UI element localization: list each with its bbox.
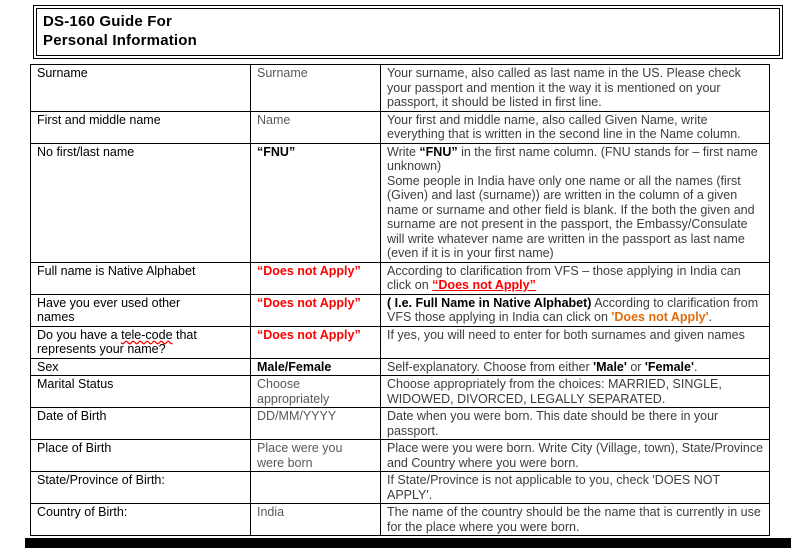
field-cell — [31, 358, 251, 376]
document-title-line-1: DS-160 Guide For — [43, 13, 173, 30]
description-cell — [381, 262, 770, 294]
description-cell — [381, 440, 770, 472]
title-box-inner — [36, 8, 780, 56]
text-segment: in the first name column. (FNU stands for – first name unknown) — [387, 144, 758, 173]
table-row — [31, 111, 770, 143]
text-segment: Marital Status — [37, 377, 114, 391]
field-cell — [31, 262, 251, 294]
text-segment: Place were you were born. Write City (Village, town), State/Province and Country where you were born. — [387, 441, 764, 470]
text-segment: State/Province of Birth: — [37, 473, 165, 487]
field-cell — [31, 326, 251, 358]
guide-table-body — [31, 65, 770, 536]
text-segment: Sex — [37, 359, 59, 374]
description-cell — [381, 472, 770, 504]
text-segment: Name — [257, 112, 291, 127]
field-cell — [31, 440, 251, 472]
table-row — [31, 472, 770, 504]
value-cell — [251, 111, 381, 143]
field-cell — [31, 294, 251, 326]
text-segment: DD/MM/YYYY — [257, 409, 337, 423]
text-segment: According to clarification from VFS – those applying in India can click on — [387, 263, 741, 292]
text-segment: were born — [257, 455, 313, 470]
text-segment: India — [257, 505, 285, 519]
text-segment: “Does not Apply” — [257, 263, 361, 278]
text-segment: Your surname, also called as last name in the US. Please check your passport and mention it the way it is mentioned on your passport, it should be listed in first line. — [387, 66, 741, 109]
text-segment: represents your name? — [37, 342, 166, 356]
value-cell — [251, 376, 381, 408]
title-box — [33, 5, 783, 59]
field-cell — [31, 504, 251, 536]
field-cell — [31, 143, 251, 262]
value-cell — [251, 143, 381, 262]
text-segment: If yes, you will need to enter for both surnames and given names — [387, 327, 745, 342]
text-segment: Self-explanatory. Choose from either — [387, 359, 594, 374]
field-cell — [31, 111, 251, 143]
text-segment: Place were you — [257, 441, 343, 455]
text-segment: “Does not Apply” — [257, 295, 361, 310]
text-segment: tele-code — [121, 327, 173, 342]
value-cell — [251, 326, 381, 358]
text-segment: Choose appropriately from the choices: MARRIED, SINGLE, WIDOWED, DIVORCED, LEGALLY SEPARATED. — [387, 377, 722, 406]
value-cell — [251, 440, 381, 472]
description-cell — [381, 143, 770, 262]
description-cell — [381, 326, 770, 358]
table-row — [31, 262, 770, 294]
text-segment: According to clarification from VFS those applying in India can click on — [387, 295, 759, 324]
text-segment: names — [37, 310, 75, 324]
bottom-black-bar — [25, 538, 791, 548]
value-cell — [251, 294, 381, 326]
table-row — [31, 408, 770, 440]
text-segment: or — [626, 359, 645, 374]
field-cell — [31, 65, 251, 112]
text-segment: Male/Female — [257, 359, 332, 374]
description-cell — [381, 358, 770, 376]
text-segment: Date of Birth — [37, 409, 107, 423]
value-cell — [251, 504, 381, 536]
text-segment: If State/Province is not applicable to you, check 'DOES NOT APPLY'. — [387, 473, 720, 502]
description-cell — [381, 294, 770, 326]
value-cell — [251, 358, 381, 376]
table-row — [31, 294, 770, 326]
text-segment: Surname — [37, 66, 88, 80]
text-segment: “Does not Apply” — [432, 278, 536, 292]
field-cell — [31, 376, 251, 408]
text-segment: 'Does not Apply' — [611, 310, 709, 324]
text-segment: Date when you were born. This date should be there in your passport. — [387, 409, 719, 438]
table-row — [31, 440, 770, 472]
value-cell — [251, 65, 381, 112]
text-segment: Full name is Native Alphabet — [37, 263, 196, 278]
text-segment: 'Female' — [644, 359, 694, 374]
text-segment: Write — [387, 144, 420, 159]
text-segment: “FNU” — [257, 144, 296, 159]
text-segment: First and middle name — [37, 112, 161, 127]
value-cell — [251, 472, 381, 504]
table-row — [31, 376, 770, 408]
table-row — [31, 358, 770, 376]
guide-table — [30, 64, 770, 536]
description-cell — [381, 408, 770, 440]
field-cell — [31, 472, 251, 504]
text-segment: that — [172, 327, 197, 342]
description-cell — [381, 504, 770, 536]
text-segment: . — [708, 310, 713, 324]
field-cell — [31, 408, 251, 440]
value-cell — [251, 262, 381, 294]
text-segment: ( I.e. Full Name in Native Alphabet) — [387, 295, 592, 310]
table-row — [31, 143, 770, 262]
text-segment: “Does not Apply” — [257, 327, 361, 342]
value-cell — [251, 408, 381, 440]
description-cell — [381, 111, 770, 143]
text-segment: Your first and middle name, also called Given Name, write everything that is written in the second line in the Name column. — [387, 112, 741, 141]
text-segment: Do you have a — [37, 327, 122, 342]
text-segment: No first/last name — [37, 144, 135, 159]
text-segment: Surname — [257, 66, 308, 80]
text-segment: Have you ever used other — [37, 295, 181, 310]
document-title-line-2: Personal Information — [43, 32, 198, 49]
description-cell — [381, 376, 770, 408]
text-segment: “FNU” — [419, 144, 458, 159]
text-segment: Place of Birth — [37, 441, 112, 455]
text-segment: Some people in India have only one name or all the names (first (Given) and last (surname)) are written in the column of a given name or surname and other field is blank. If the both the given and surname are not present in the passport, the Embassy/Consulate will write whatever name are written in the passport as last name (even if it is in your first name) — [387, 173, 755, 260]
text-segment: 'Male' — [593, 359, 627, 374]
text-segment: appropriately — [257, 391, 330, 406]
text-segment: Country of Birth: — [37, 505, 128, 519]
table-row — [31, 326, 770, 358]
text-segment: Choose — [257, 377, 301, 391]
description-cell — [381, 65, 770, 112]
table-row — [31, 504, 770, 536]
text-segment: . — [693, 359, 698, 374]
table-row — [31, 65, 770, 112]
text-segment: The name of the country should be the name that is currently in use for the place where you were born. — [387, 505, 761, 534]
